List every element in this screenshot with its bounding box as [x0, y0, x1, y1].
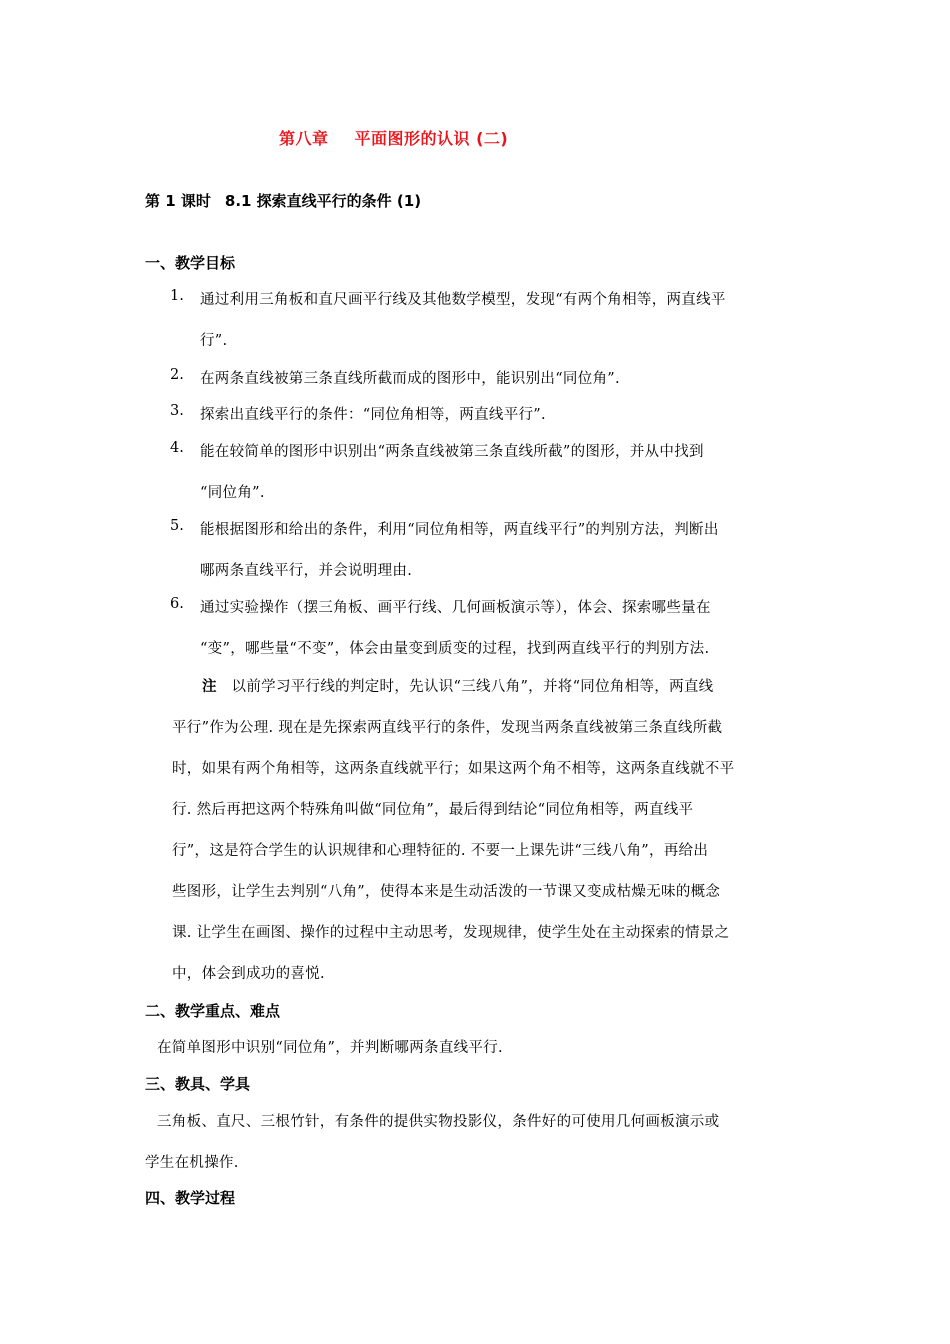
- note-line: 平行”作为公理. 现在是先探索两直线平行的条件，发现当两条直线被第三条直线所截: [172, 720, 723, 736]
- goal-line: 哪两条直线平行，并会说明理由.: [200, 563, 413, 579]
- note-text: 以前学习平行线的判定时，先认识“三线八角”，并将“同位角相等，两直线: [231, 679, 714, 695]
- goal-line: 通过实验操作（摆三角板、画平行线、几何画板演示等），体会、探索哪些量在: [200, 600, 711, 616]
- chapter-number: 第八章: [279, 129, 329, 148]
- goal-line: 能根据图形和给出的条件，利用“同位角相等，两直线平行”的判别方法，判断出: [200, 522, 719, 538]
- tools-text: 三角板、直尺、三根竹针，有条件的提供实物投影仪，条件好的可使用几何画板演示或: [157, 1114, 720, 1130]
- goal-line: 能在较简单的图形中识别出“两条直线被第三条直线所截”的图形，并从中找到: [200, 444, 704, 460]
- section-heading-tools: 三、教具、学具: [145, 1075, 251, 1093]
- note-line: 时，如果有两个角相等，这两条直线就平行；如果这两个角不相等，这两条直线就不平: [172, 761, 735, 777]
- section-heading-process: 四、教学过程: [145, 1189, 236, 1207]
- goal-line: 行”.: [200, 333, 228, 349]
- goal-number: 2.: [170, 367, 184, 383]
- goal-line: 探索出直线平行的条件：“同位角相等，两直线平行”.: [200, 407, 546, 423]
- goal-number: 6.: [170, 596, 184, 612]
- goal-line: “同位角”.: [200, 485, 265, 501]
- note-line: 行”，这是符合学生的认识规律和心理特征的. 不要一上课先讲“三线八角”，再给出: [172, 843, 709, 859]
- lesson-topic: 8.1 探索直线平行的条件 (1): [224, 192, 422, 210]
- chapter-name: 平面图形的认识 (二): [354, 129, 509, 148]
- section-heading-key-points: 二、教学重点、难点: [145, 1002, 281, 1020]
- tools-text: 学生在机操作.: [145, 1155, 239, 1171]
- lesson-title: [145, 190, 421, 211]
- chapter-title: [279, 126, 508, 149]
- section-heading-goals: 一、教学目标: [145, 254, 236, 272]
- goal-line: 在两条直线被第三条直线所截而成的图形中，能识别出“同位角”.: [200, 371, 620, 387]
- note-line: 行. 然后再把这两个特殊角叫做“同位角”，最后得到结论“同位角相等，两直线平: [172, 802, 694, 818]
- goal-number: 3.: [170, 403, 184, 419]
- goal-number: 1.: [170, 288, 184, 304]
- note-line: 课. 让学生在画图、操作的过程中主动思考，发现规律，使学生处在主动探索的情景之: [172, 925, 730, 941]
- lesson-period: 第 1 课时: [145, 192, 211, 210]
- goal-number: 5.: [170, 518, 184, 534]
- goal-number: 4.: [170, 440, 184, 456]
- goal-line: 通过利用三角板和直尺画平行线及其他数学模型，发现“有两个角相等，两直线平: [200, 292, 726, 308]
- note-first-line: [202, 675, 713, 696]
- goal-line: “变”，哪些量“不变”，体会由量变到质变的过程，找到两直线平行的判别方法.: [200, 641, 710, 657]
- note-label: 注: [202, 679, 217, 695]
- note-line: 中，体会到成功的喜悦.: [172, 966, 325, 982]
- key-points-text: 在简单图形中识别“同位角”，并判断哪两条直线平行.: [157, 1040, 503, 1056]
- note-line: 些图形，让学生去判别“八角”，使得本来是生动活泼的一节课又变成枯燥无味的概念: [172, 884, 721, 900]
